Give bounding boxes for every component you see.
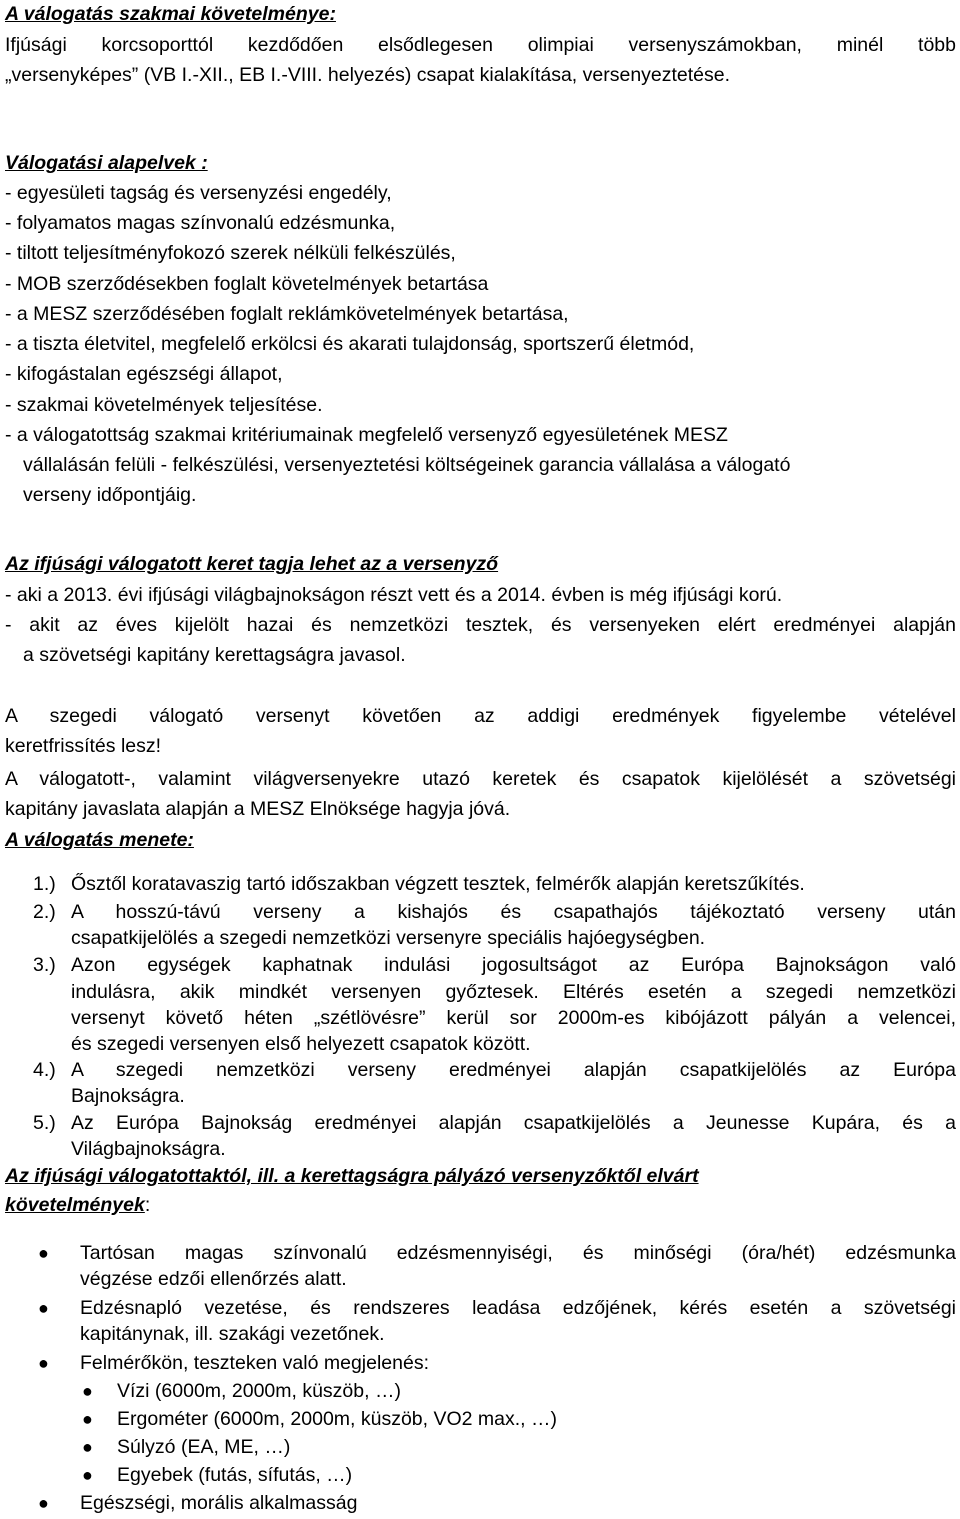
list-item: - a MESZ szerződésében foglalt reklámkövetelmények betartása, xyxy=(5,303,569,325)
section-heading-process: A válogatás menete: xyxy=(5,829,194,851)
paragraph-line: „versenyképes” (VB I.-XII., EB I.-VIII. helyezés) csapat kialakítása, versenyeztetése. xyxy=(5,64,731,86)
section-heading-expectations: Az ifjúsági válogatottaktól, ill. a kerettagságra pályázó versenyzőktől elvárt xyxy=(5,1165,699,1187)
bullet-icon: ● xyxy=(82,1437,93,1457)
list-item: - szakmai követelmények teljesítése. xyxy=(5,394,323,416)
paragraph-line: A szegedi válogató versenyt követően az addigi eredmények figyelembe vételével xyxy=(5,705,956,727)
numbered-item-text: indulásra, akik mindkét versenyen győztesek. Eltérés esetén a szegedi nemzetközi xyxy=(71,981,956,1003)
list-item: - kifogástalan egészségi állapot, xyxy=(5,363,283,385)
bullet-icon: ● xyxy=(82,1465,93,1485)
heading-colon: : xyxy=(144,1194,151,1216)
numbered-item-text: A szegedi nemzetközi verseny eredményei alapján csapatkijelölés az Európa xyxy=(71,1059,956,1081)
numbered-item-text: csapatkijelölés a szegedi nemzetközi versenyre speciális hajóegységben. xyxy=(71,927,706,949)
numbered-item-text: Bajnokságra. xyxy=(71,1085,185,1107)
list-number: 3.) xyxy=(33,954,56,976)
paragraph-line: Ifjúsági korcsoporttól kezdődően elsődlegesen olimpiai versenyszámokban, minél több xyxy=(5,34,956,56)
sub-bullet-text: Egyebek (futás, sífutás, …) xyxy=(117,1464,353,1486)
list-item-continuation: verseny időpontjáig. xyxy=(23,484,197,506)
bullet-item-text: kapitánynak, ill. szakági vezetőnek. xyxy=(80,1323,385,1345)
bullet-icon: ● xyxy=(38,1298,49,1318)
list-item: - akit az éves kijelölt hazai és nemzetközi tesztek, és versenyeken elért eredményei alapján xyxy=(5,614,956,636)
bullet-item-text: Egészségi, morális alkalmasság xyxy=(80,1492,358,1514)
numbered-item-text: Ősztől koratavaszig tartó időszakban végzett tesztek, felmérők alapján keretszűkítés. xyxy=(71,873,805,895)
bullet-icon: ● xyxy=(38,1353,49,1373)
list-number: 4.) xyxy=(33,1059,56,1081)
paragraph-line: kapitány javaslata alapján a MESZ Elnöksége hagyja jóvá. xyxy=(5,798,511,820)
bullet-icon: ● xyxy=(38,1493,49,1513)
numbered-item-text: Világbajnokságra. xyxy=(71,1138,226,1160)
paragraph-line: keretfrissítés lesz! xyxy=(5,735,162,757)
sub-bullet-text: Súlyzó (EA, ME, …) xyxy=(117,1436,291,1458)
bullet-item-text: Edzésnapló vezetése, és rendszeres leadása edzőjének, kérés esetén a szövetségi xyxy=(80,1297,956,1319)
numbered-item-text: és szegedi versenyen első helyezett csapatok között. xyxy=(71,1033,531,1055)
list-item: - egyesületi tagság és versenyzési engedély, xyxy=(5,182,392,204)
list-number: 1.) xyxy=(33,873,56,895)
bullet-item-text: végzése edzői ellenőrzés alatt. xyxy=(80,1268,347,1290)
list-item-continuation: vállalásán felüli - felkészülési, versenyeztetési költségeinek garancia vállalása a válogató xyxy=(23,454,791,476)
list-item: - tiltott teljesítményfokozó szerek nélküli felkészülés, xyxy=(5,242,456,264)
sub-bullet-text: Ergométer (6000m, 2000m, küszöb, VO2 max., …) xyxy=(117,1408,558,1430)
numbered-item-text: A hosszú-távú verseny a kishajós és csapathajós tájékoztató verseny után xyxy=(71,901,956,923)
sub-bullet-text: Vízi (6000m, 2000m, küszöb, …) xyxy=(117,1380,401,1402)
bullet-icon: ● xyxy=(82,1409,93,1429)
list-item: - a tiszta életvitel, megfelelő erkölcsi és akarati tulajdonság, sportszerű életmód, xyxy=(5,333,695,355)
numbered-item-text: Azon egységek kaphatnak indulási jogosultságot az Európa Bajnokságon való xyxy=(71,954,956,976)
paragraph-line: A válogatott-, valamint világversenyekre utazó keretek és csapatok kijelölését a szövetségi xyxy=(5,768,956,790)
list-item: - MOB szerződésekben foglalt követelmények betartása xyxy=(5,273,489,295)
bullet-icon: ● xyxy=(38,1243,49,1263)
list-item: - a válogatottság szakmai kritériumainak megfelelő versenyző egyesületének MESZ xyxy=(5,424,728,446)
bullet-item-text: Tartósan magas színvonalú edzésmennyiségi, és minőségi (óra/hét) edzésmunka xyxy=(80,1242,956,1264)
section-heading-principles: Válogatási alapelvek : xyxy=(5,152,208,174)
bullet-icon: ● xyxy=(82,1381,93,1401)
section-heading-requirement: A válogatás szakmai követelménye: xyxy=(5,3,336,25)
bullet-item-text: Felmérőkön, teszteken való megjelenés: xyxy=(80,1352,430,1374)
list-number: 2.) xyxy=(33,901,56,923)
list-number: 5.) xyxy=(33,1112,56,1134)
section-heading-squad: Az ifjúsági válogatott keret tagja lehet az a versenyző xyxy=(5,553,499,575)
list-item: - folyamatos magas színvonalú edzésmunka, xyxy=(5,212,396,234)
list-item-continuation: a szövetségi kapitány kerettagságra javasol. xyxy=(23,644,406,666)
numbered-item-text: Az Európa Bajnokság eredményei alapján csapatkijelölés a Jeunesse Kupára, és a xyxy=(71,1112,956,1134)
heading-word: követelmények xyxy=(5,1194,145,1216)
list-item: - aki a 2013. évi ifjúsági világbajnokságon részt vett és a 2014. évben is még ifjúsági korú. xyxy=(5,584,783,606)
numbered-item-text: versenyt követő héten „szétlövésre” kerül sor 2000m-es kibójázott pályán a velencei, xyxy=(71,1007,956,1029)
section-heading-expectations-cont xyxy=(5,1193,956,1217)
